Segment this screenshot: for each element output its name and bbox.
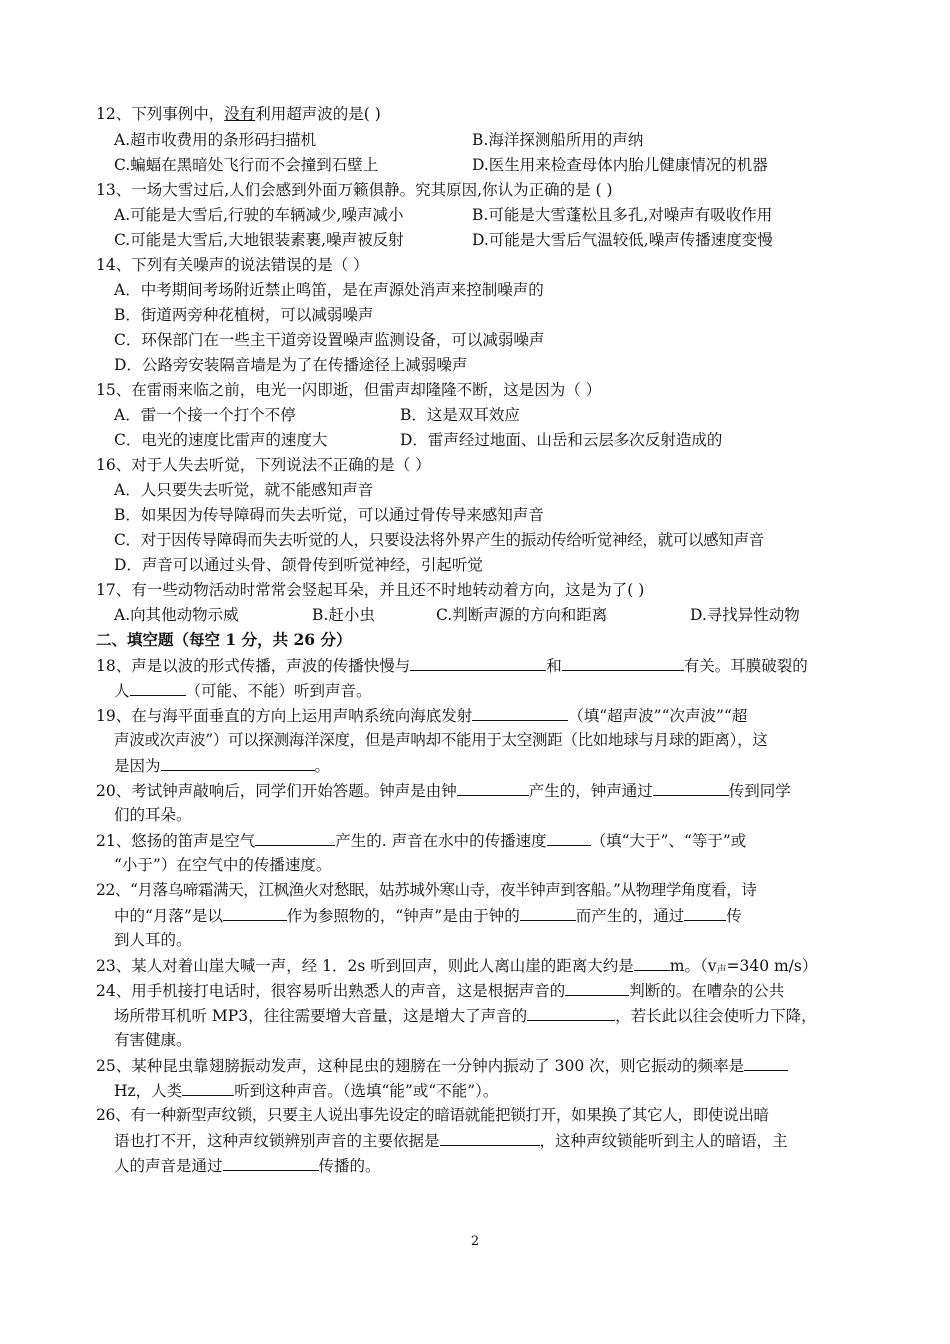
option-a: A．中考期间考场附近禁止鸣笛，是在声源处消声来控制噪声的: [114, 281, 544, 299]
question-22-line-3: 到人耳的。: [114, 931, 192, 949]
option-d: D．声音可以通过头骨、颌骨传到听觉神经，引起听觉: [114, 556, 483, 574]
answer-blank[interactable]: [410, 653, 546, 671]
answer-blank[interactable]: [161, 753, 315, 771]
question-20-line-1: 20、考试钟声敲响后，同学们开始答题。钟声是由钟 产生的，钟声通过 传到同学: [96, 778, 791, 803]
question-19-line-1: 19、在与海平面垂直的方向上运用声呐系统向海底发射 （填“超声波”“次声波”“超: [96, 703, 747, 728]
question-14-stem: 14、下列有关噪声的说法错误的是（ ）: [96, 256, 369, 274]
answer-blank[interactable]: [684, 903, 726, 921]
answer-blank[interactable]: [223, 1153, 319, 1171]
question-12-stem: 12、下列事例中，没有利用超声波的是( ): [96, 105, 381, 123]
answer-blank[interactable]: [223, 903, 287, 921]
question-23: 23、某人对着山崖大喊一声，经 1．2s 听到回声，则此人离山崖的距离大约是 m。（$v_声=340$ m/s）: [96, 953, 817, 983]
question-25-line-1: 25、某种昆虫靠翅膀振动发声，这种昆虫的翅膀在一分钟内振动了 300 次，则它振动的频率是: [96, 1053, 788, 1078]
question-24-line-1: 24、用手机接打电话时，很容易听出熟悉人的声音，这是根据声音的 判断的。在嘈杂的公共: [96, 978, 784, 1003]
answer-blank[interactable]: [562, 653, 684, 671]
option-c: C．电光的速度比雷声的速度大: [114, 431, 328, 449]
option-d: D.寻找异性动物: [690, 606, 800, 624]
answer-blank[interactable]: [653, 778, 729, 796]
question-13-stem: 13、一场大雪过后,人们会感到外面万籁俱静。究其原因,你认为正确的是 ( ): [96, 181, 613, 199]
answer-blank[interactable]: [472, 703, 568, 721]
answer-blank[interactable]: [130, 678, 186, 696]
answer-blank[interactable]: [527, 1003, 615, 1021]
answer-blank[interactable]: [520, 903, 576, 921]
answer-blank[interactable]: [255, 828, 335, 846]
option-b: B.赶小虫: [312, 606, 375, 624]
question-22-line-2: 中的“月落”是以 作为参照物的，“钟声”是由于钟的 而产生的，通过 传: [114, 903, 742, 928]
question-19-line-3: 是因为 。: [114, 753, 330, 778]
option-a: A.可能是大雪后,行驶的车辆减少,噪声减小: [114, 206, 404, 224]
answer-blank[interactable]: [547, 828, 591, 846]
option-a: A.超市收费用的条形码扫描机: [114, 131, 317, 149]
question-26-line-3: 人的声音是通过 传播的。: [114, 1153, 381, 1178]
question-15-stem: 15、在雷雨来临之前，电光一闪即逝，但雷声却隆隆不断，这是因为（ ）: [96, 381, 602, 399]
question-19-line-2: 声波或次声波”）可以探测海洋深度，但是声呐却不能用于太空测距（比如地球与月球的距离），这: [114, 731, 768, 749]
answer-blank[interactable]: [565, 978, 629, 996]
option-c: C．环保部门在一些主干道旁设置噪声监测设备，可以减弱噪声: [114, 331, 545, 349]
page-number: 2: [470, 1234, 480, 1249]
emphasis-text: 没有: [224, 105, 256, 123]
option-a: A．人只要失去听觉，就不能感知声音: [114, 481, 374, 499]
question-18-line-2: 人 （可能、不能）听到声音。: [114, 678, 372, 703]
question-26-line-2: 语也打不开，这种声纹锁辨别声音的主要依据是 ，这种声纹锁能听到主人的暗语，主: [114, 1128, 788, 1153]
question-24-line-2: 场所带耳机听 MP3，往往需要增大音量，这是增大了声音的 ，若长此以往会使听力下降，: [114, 1003, 817, 1028]
option-d: D.医生用来检查母体内胎儿健康情况的机器: [472, 156, 768, 174]
option-c: C.蝙蝠在黑暗处飞行而不会撞到石壁上: [114, 156, 379, 174]
question-21-line-1: 21、悠扬的笛声是空气 产生的. 声音在水中的传播速度 （填“大于”、“等于”或: [96, 828, 746, 853]
option-a: A．雷一个接一个打个不停: [114, 406, 296, 424]
question-20-line-2: 们的耳朵。: [114, 806, 192, 824]
option-d: D.可能是大雪后气温较低,噪声传播速度变慢: [472, 231, 773, 249]
answer-blank[interactable]: [440, 1128, 540, 1146]
question-25-line-2: Hz，人类 听到这种声音。（选填“能”或“不能”）。: [114, 1078, 498, 1103]
question-17-stem: 17、有一些动物活动时常常会竖起耳朵，并且还不时地转动着方向，这是为了( ): [96, 581, 645, 599]
section-heading: 二、填空题（每空 1 分，共 26 分）: [96, 630, 352, 649]
option-b: B．如果因为传导障碍而失去听觉，可以通过骨传导来感知声音: [114, 506, 544, 524]
question-16-stem: 16、对于人失去听觉，下列说法不正确的是（ ）: [96, 456, 431, 474]
option-b: B．街道两旁种花植树，可以减弱噪声: [114, 306, 374, 324]
answer-blank[interactable]: [457, 778, 529, 796]
option-b: B.海洋探测船所用的声纳: [472, 131, 644, 149]
option-a: A.向其他动物示威: [114, 606, 239, 624]
question-22-line-1: 22、“月落乌啼霜满天，江枫渔火对愁眠，姑苏城外寒山寺，夜半钟声到客船。”从物理学角度看，诗: [96, 881, 757, 899]
answer-blank[interactable]: [744, 1053, 788, 1071]
option-c: C．对于因传导障碍而失去听觉的人，只要设法将外界产生的振动传给听觉神经，就可以感知声音: [114, 531, 764, 549]
question-18-line-1: 18、声是以波的形式传播，声波的传播快慢与 和 有关。耳膜破裂的: [96, 653, 808, 678]
answer-blank[interactable]: [634, 953, 670, 971]
answer-blank[interactable]: [182, 1078, 234, 1096]
question-26-line-1: 26、有一种新型声纹锁，只要主人说出事先设定的暗语就能把锁打开，如果换了其它人，即使说出暗: [96, 1106, 769, 1124]
question-21-line-2: “小于”）在空气中的传播速度。: [114, 856, 332, 874]
question-24-line-3: 有害健康。: [114, 1031, 192, 1049]
option-c: C.判断声源的方向和距离: [436, 606, 608, 624]
option-b: B．这是双耳效应: [400, 406, 520, 424]
option-b: B.可能是大雪蓬松且多孔,对噪声有吸收作用: [472, 206, 773, 224]
option-d: D．雷声经过地面、山岳和云层多次反射造成的: [400, 431, 723, 449]
option-d: D．公路旁安装隔音墙是为了在传播途径上减弱噪声: [114, 356, 468, 374]
option-c: C.可能是大雪后,大地银装素裹,噪声被反射: [114, 231, 404, 249]
